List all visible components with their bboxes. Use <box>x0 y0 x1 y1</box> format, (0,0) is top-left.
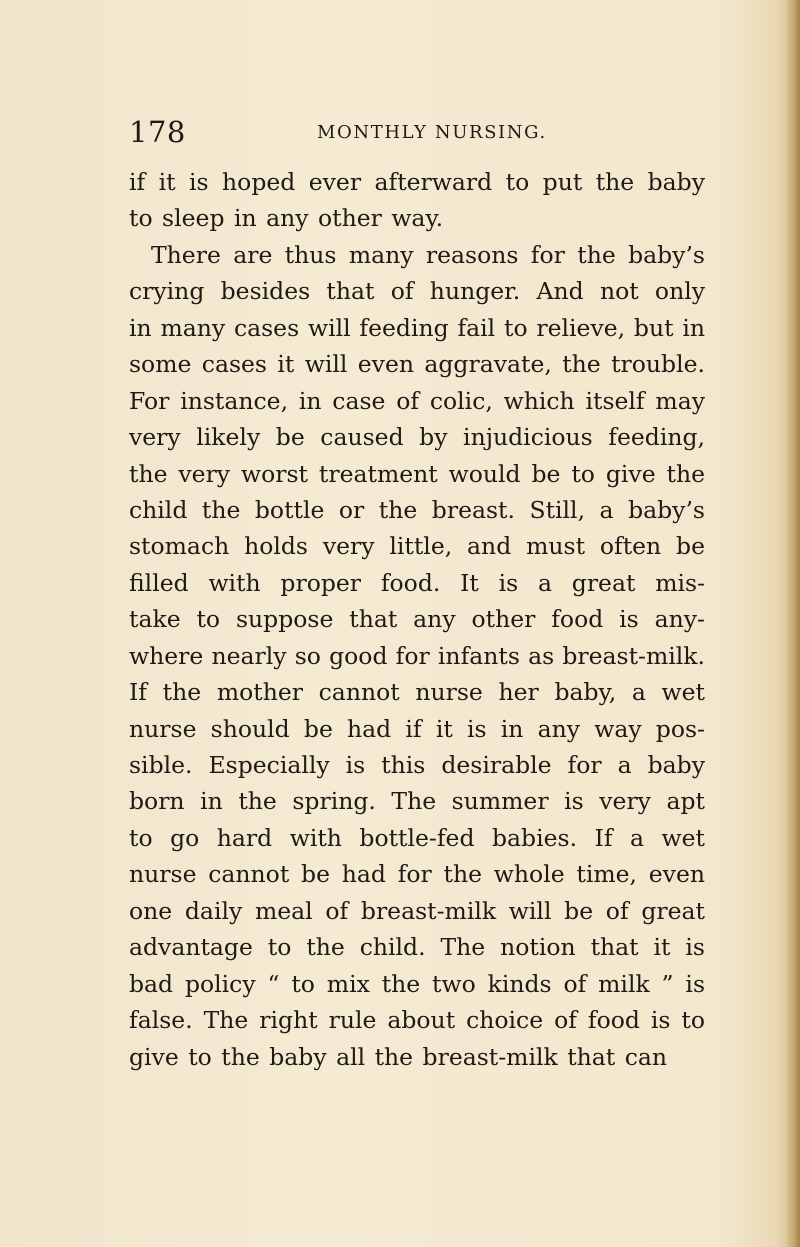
text-line: the very worst treatment would be to give the <box>129 459 705 488</box>
text-line: in many cases will feeding fail to relieve, but in <box>129 313 705 342</box>
text-line: to sleep in any other way. <box>129 204 444 233</box>
text-line: For instance, in case of colic, which itself may <box>129 386 705 415</box>
text-line: bad policy “ to mix the two kinds of milk ” is <box>129 969 705 998</box>
page-header <box>129 116 705 148</box>
text-line: child the bottle or the breast. Still, a baby’s <box>129 495 705 524</box>
text-line: nurse should be had if it is in any way pos- <box>129 714 705 743</box>
text-line: where nearly so good for infants as breast-milk. <box>129 641 705 670</box>
text-line: some cases it will even aggravate, the trouble. <box>129 350 705 379</box>
body-text <box>129 164 705 1075</box>
text-line: nurse cannot be had for the whole time, even <box>129 860 705 889</box>
text-line: take to suppose that any other food is any- <box>129 605 705 634</box>
text-line: crying besides that of hunger. And not only <box>129 277 705 306</box>
text-line: false. The right rule about choice of food is to <box>129 1006 705 1035</box>
text-line: born in the spring. The summer is very apt <box>129 787 705 816</box>
page-edge <box>786 0 800 1247</box>
text-line: stomach holds very little, and must often be <box>129 532 705 561</box>
text-line: to go hard with bottle-fed babies. If a wet <box>129 823 705 852</box>
text-line: filled with proper food. It is a great mis- <box>129 568 705 597</box>
page-number: 178 <box>129 115 186 149</box>
text-line: very likely be caused by injudicious feeding, <box>129 423 705 452</box>
text-line: sible. Especially is this desirable for a baby <box>129 751 705 779</box>
text-line: if it is hoped ever afterward to put the baby <box>129 168 705 196</box>
text-line: If the mother cannot nurse her baby, a wet <box>129 678 705 707</box>
text-line: There are thus many reasons for the baby’s <box>151 240 705 269</box>
running-head: MONTHLY NURSING. <box>317 122 547 143</box>
text-line: give to the baby all the breast-milk that can <box>129 1042 668 1071</box>
text-line: advantage to the child. The notion that it is <box>129 933 705 962</box>
text-line: one daily meal of breast-milk will be of great <box>129 896 705 925</box>
